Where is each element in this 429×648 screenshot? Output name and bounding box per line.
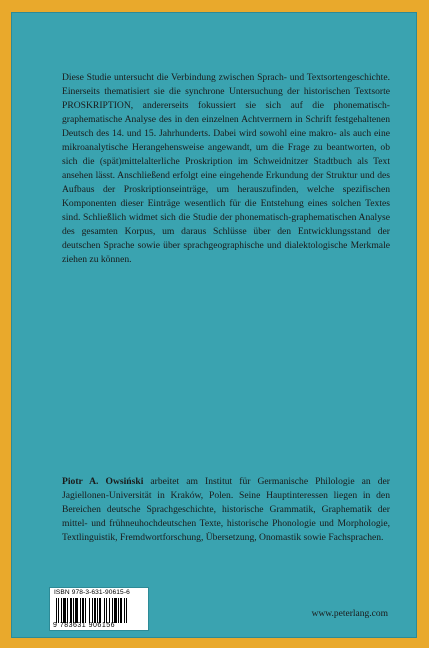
- barcode-bar: [75, 598, 78, 623]
- barcode-bar: [80, 598, 81, 623]
- barcode-bar: [106, 598, 107, 623]
- barcode-bar: [82, 598, 84, 623]
- barcode-bar: [61, 598, 62, 623]
- barcode-bar: [56, 598, 57, 623]
- barcode-bar: [70, 598, 72, 623]
- back-cover-panel: [11, 12, 417, 638]
- barcode-bar: [112, 598, 113, 623]
- isbn-barcode-box: [49, 587, 149, 631]
- barcode-bar: [89, 598, 90, 623]
- barcode-bar: [104, 598, 105, 623]
- author-bio: [62, 475, 390, 545]
- abstract-text: Diese Studie untersucht die Verbindung zwischen Sprach- und Textsortengeschichte. Einerseits thematisiert sie die synchrone Untersuchung der historischen Textsorte PROSKRIPTION, andererseits fokussiert sie sich auf die phonematisch-graphematische Analyse des in den einzelnen Achtverrnern in Schrift festgehaltenen Deutsch des 14. und 15. Jahrhunderts. Dabei wird sowohl eine makro- als auch eine mikroanalytische Herangehensweise angewandt, um die Frage zu beantworten, ob sich die (spät)mittelalterliche Proskription im Schweidnitzer Stadtbuch als Text ansehen lässt. Anschließend erfolgt eine eingehende Erkundung der Struktur und des Aufbaus der Proskriptionseinträge, um herauszufinden, welche spezifischen Komponenten dieser Einträge wesentlich für die Entstehung eines solchen Textes sind. Schließlich widmet sich die Studie der phonematisch-graphematischen Analyse des gesamten Korpus, um daraus Schlüsse über den Entwicklungsstand der deutschen Sprache sowie über sprachgeographische und dialektologische Merkmale ziehen zu können.: [62, 72, 390, 265]
- barcode-bar: [99, 598, 101, 623]
- publisher-url: www.peterlang.com: [311, 609, 388, 619]
- barcode-bar: [124, 598, 125, 623]
- author-bio-text: arbeitet am Institut für Germanische Philologie an der Jagiellonen-Universität in Kraków, Polen. Seine Hauptinteressen liegen in den Bereichen deutsche Sprachgeschichte, historische Grammatik, Graphematik der mittel- und frühneuhochdeutschen Texte, historische Phonologie und Morphologie, Textlinguistik, Fremdwortforschung, Übersetzung, Onomastik sowie Fachsprachen.: [62, 476, 390, 543]
- barcode-bar: [126, 598, 127, 623]
- barcode: [56, 598, 144, 623]
- barcode-bar: [118, 598, 119, 623]
- barcode-bar: [109, 598, 110, 623]
- barcode-bar: [120, 598, 122, 623]
- barcode-bar: [97, 598, 98, 623]
- barcode-bar: [114, 598, 117, 623]
- barcode-bar: [58, 598, 59, 623]
- author-name: Piotr A. Owsiński: [62, 476, 144, 487]
- isbn-label: ISBN 978-3-631-90615-6: [54, 589, 130, 596]
- barcode-bar: [85, 598, 86, 623]
- barcode-bar: [94, 598, 96, 623]
- barcode-bar: [73, 598, 74, 623]
- barcode-bar: [63, 598, 66, 623]
- barcode-bar: [67, 598, 68, 623]
- barcode-number: 9 783631 906156: [53, 622, 115, 629]
- barcode-bar: [92, 598, 93, 623]
